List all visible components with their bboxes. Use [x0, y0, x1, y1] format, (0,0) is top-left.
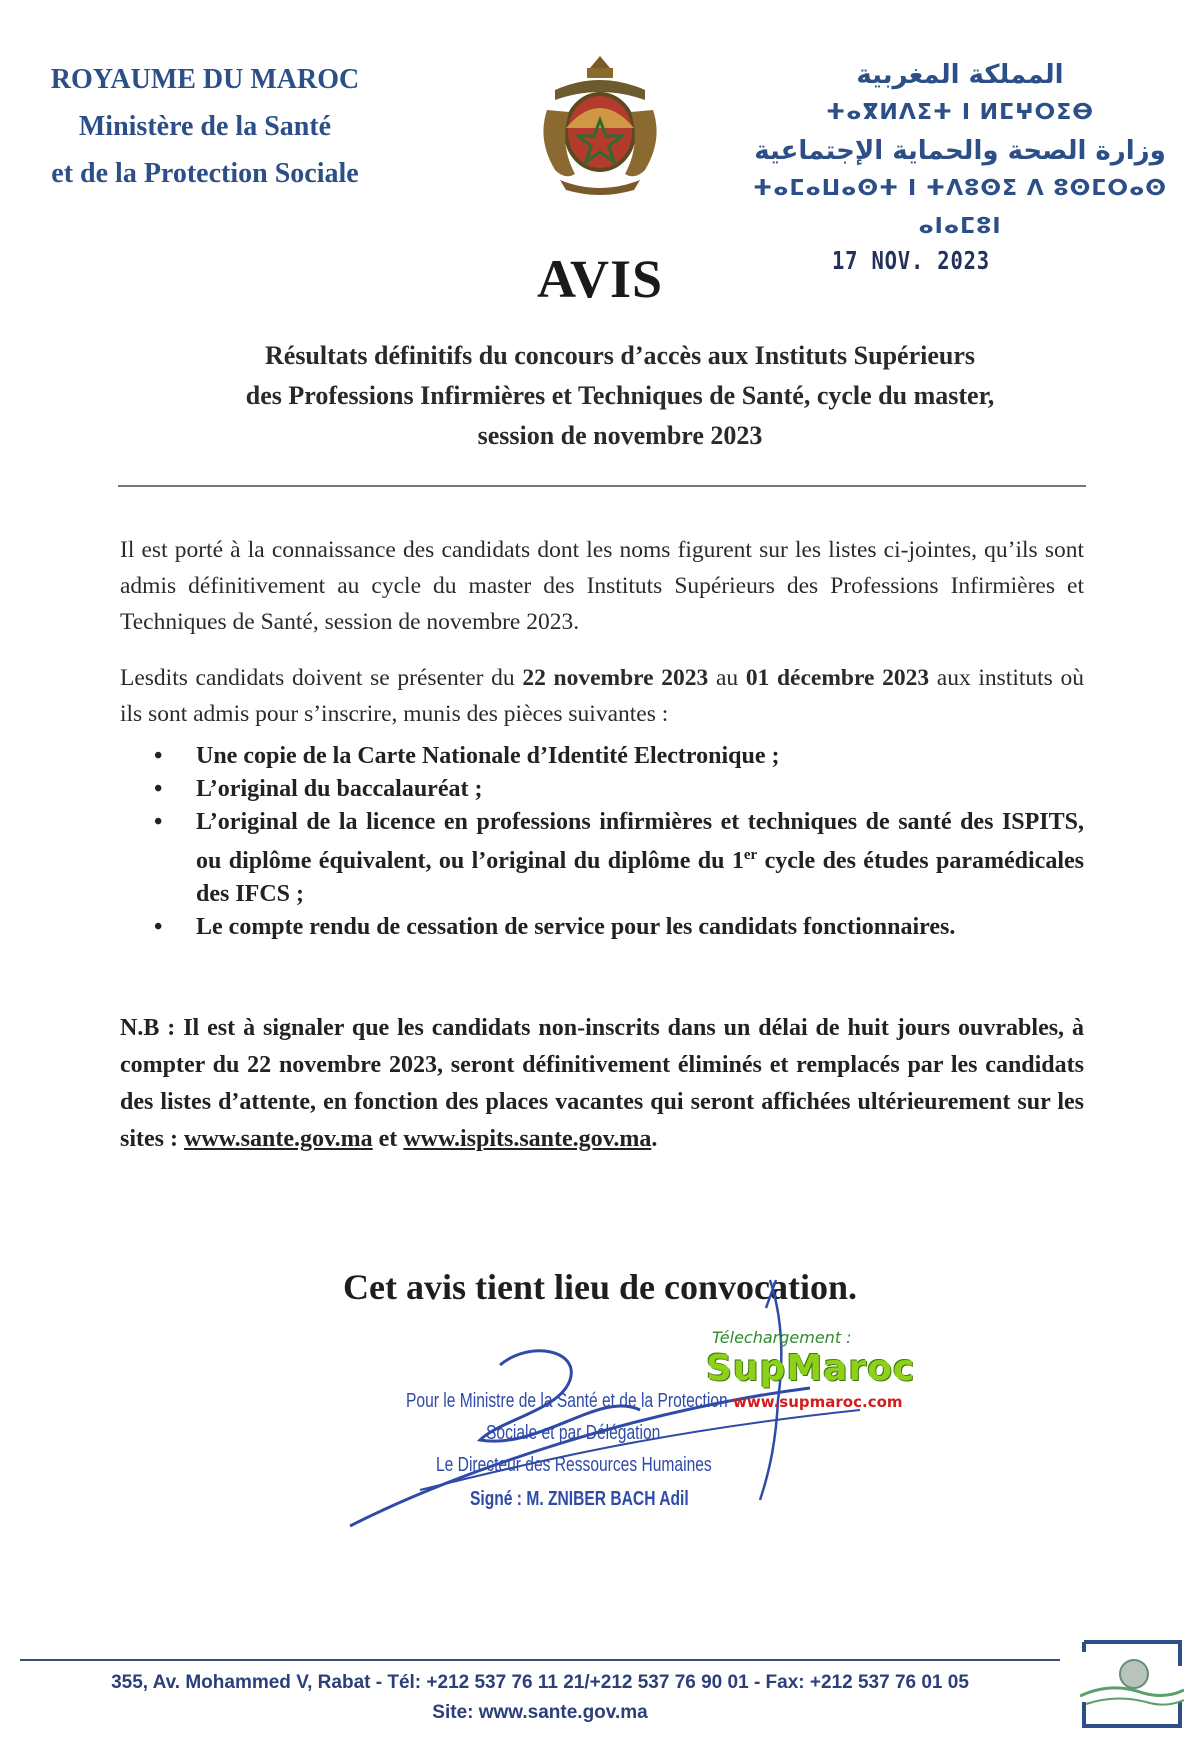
ministry-name-ar: وزارة الصحة والحماية الإجتماعية	[754, 136, 1166, 166]
document-item-2: L’original du baccalauréat ;	[196, 776, 483, 802]
list-item	[150, 773, 1084, 806]
ministry-name-fr-2: et de la Protection Sociale	[51, 158, 359, 189]
subtitle-line-2: des Professions Infirmières et Techniques de Santé, cycle du master,	[245, 381, 995, 410]
list-item	[150, 911, 1084, 944]
nb-and: et	[372, 1126, 404, 1152]
document-item-3-rest: cycle des études paramédicales des IFCS ;	[196, 848, 1084, 907]
document-title: AVIS	[536, 249, 664, 309]
ministry-name-tifinagh: ⵜⴰⵎⴰⵡⴰⵙⵜ ⵏ ⵜⴷⵓⵙⵉ ⴷ ⵓⵙⵎⵔⴰⵙ ⴰⵏⴰⵎⵓⵏ	[752, 176, 1168, 239]
registration-paragraph	[120, 660, 1084, 732]
title-divider	[118, 485, 1086, 487]
registration-text-start: Lesdits candidats doivent se présenter du	[120, 665, 523, 691]
intro-paragraph: Il est porté à la connaissance des candidats dont les noms figurent sur les listes ci-jointes, qu’ils sont admis définitivement au cycle du master des Instituts Supérieurs des Professions Infirmières et Techniques de Santé, session de novembre 2023.	[120, 537, 1084, 635]
footer-address: 355, Av. Mohammed V, Rabat - Tél: +212 537 76 11 21/+212 537 76 90 01 - Fax: +212 537 76 01 05	[111, 1672, 969, 1693]
nb-text: N.B : Il est à signaler que les candidats non-inscrits dans un délai de huit jours ouvrables, à compter du 22 novembre 2023, seront définitivement éliminés et remplacés par les candidats des listes d’attente, en fonction des places vacantes qui seront affichées ultérieurement sur les sites :	[120, 1015, 1084, 1152]
document-item-1: Une copie de la Carte Nationale d’Identité Electronique ;	[196, 743, 780, 769]
superscript-er: er	[743, 847, 758, 863]
kingdom-name-ar: المملكة المغربية	[856, 60, 1064, 90]
nota-bene-paragraph	[120, 1010, 1084, 1158]
subtitle-line-3: session de novembre 2023	[477, 421, 763, 450]
list-item	[150, 806, 1084, 911]
header-left	[20, 56, 390, 197]
footer-site[interactable]: Site: www.sante.gov.ma	[432, 1702, 648, 1723]
registration-date-from: 22 novembre 2023	[522, 665, 709, 691]
header-right	[750, 56, 1170, 246]
signature-line-1: Pour le Ministre de la Santé et de la Protection	[406, 1390, 728, 1412]
signature-line-2: Sociale et par Délégation	[486, 1422, 661, 1444]
date-stamp: 17 NOV. 2023	[832, 246, 990, 275]
link-ispits-sante-gov[interactable]: www.ispits.sante.gov.ma	[403, 1126, 652, 1152]
link-sante-gov[interactable]: www.sante.gov.ma	[183, 1126, 373, 1152]
watermark-brand-logo: SupMaroc	[706, 1348, 916, 1389]
watermark-url[interactable]: www.supmaroc.com	[733, 1393, 903, 1411]
signature-line-4: Signé : M. ZNIBER BACH Adil	[470, 1488, 689, 1510]
document-item-3: L’original de la licence en professions infirmières et techniques de santé des ISPITS, ou diplôme équivalent, ou l’original du diplôme du 1	[196, 809, 1084, 874]
moroccan-coat-of-arms-icon	[525, 50, 675, 200]
ministry-logo-icon	[1080, 1632, 1184, 1736]
kingdom-name-fr: ROYAUME DU MAROC	[50, 64, 360, 95]
document-item-4: Le compte rendu de cessation de service pour les candidats fonctionnaires.	[196, 914, 956, 940]
registration-text-middle: au	[708, 665, 746, 691]
ministry-name-fr: Ministère de la Santé	[78, 111, 332, 142]
required-documents-list	[150, 740, 1084, 944]
closing-statement: Cet avis tient lieu de convocation.	[343, 1267, 857, 1307]
subtitle-line-1: Résultats définitifs du concours d’accès aux Instituts Supérieurs	[265, 341, 975, 370]
signature-line-3: Le Directeur des Ressources Humaines	[436, 1454, 712, 1476]
nb-end: .	[651, 1126, 658, 1152]
kingdom-name-tifinagh: ⵜⴰⴳⵍⴷⵉⵜ ⵏ ⵍⵎⵖⵔⵉⴱ	[825, 100, 1094, 125]
list-item	[150, 740, 1084, 773]
watermark-label: Télechargement :	[712, 1328, 852, 1347]
registration-date-to: 01 décembre 2023	[745, 665, 930, 691]
document-subtitle	[140, 336, 1100, 456]
registration-text-end: aux instituts où ils sont admis pour s’inscrire, munis des pièces suivantes :	[120, 665, 1084, 727]
footer-divider	[20, 1659, 1060, 1661]
